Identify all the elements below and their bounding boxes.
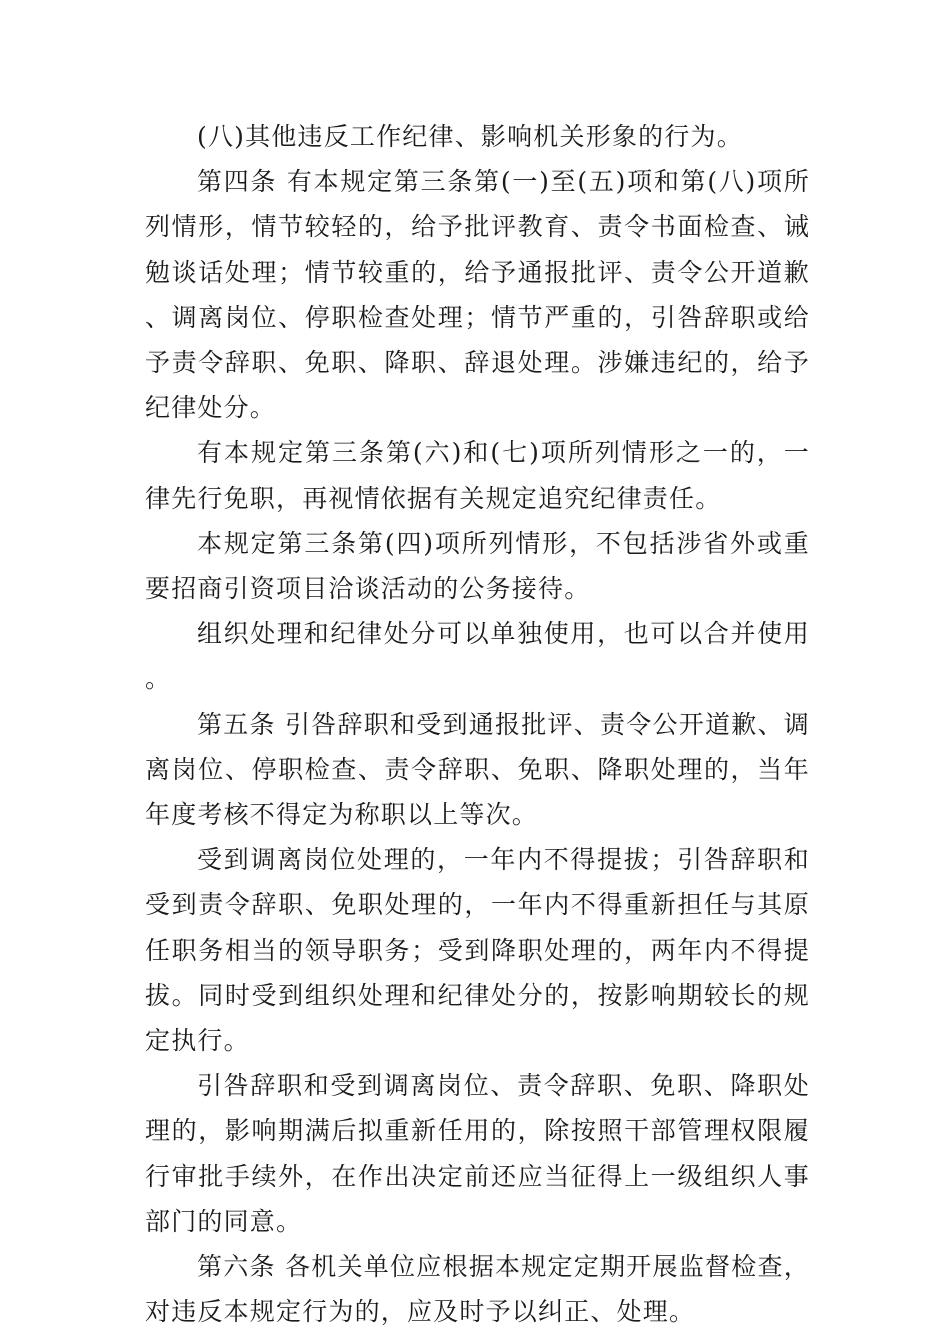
article-4-clause-2: 有本规定第三条第(六)和(七)项所列情形之一的，一律先行免职，再视情依据有关规定追究纪律责任。 xyxy=(145,438,810,513)
article-5-clause-2: 受到调离岗位处理的，一年内不得提拔；引咎辞职和受到责令辞职、免职处理的，一年内不得重新担任与其原任职务相当的领导职务；受到降职处理的，两年内不得提拔。同时受到组织处理和纪律处分的，按影响期较长的规定执行。 xyxy=(145,845,810,1056)
article-4-clause-3: 本规定第三条第(四)项所列情形，不包括涉省外或重要招商引资项目洽谈活动的公务接待。 xyxy=(145,528,810,604)
article-4-clause-4: 组织处理和纪律处分可以单独使用，也可以合并使用。 xyxy=(145,619,810,694)
article-5-paragraph: 第五条 引咎辞职和受到通报批评、责令公开道歉、调离岗位、停职检查、责令辞职、免职、降职处理的，当年年度考核不得定为称职以上等次。 xyxy=(145,709,810,830)
article-5-clause-3: 引咎辞职和受到调离岗位、责令辞职、免职、降职处理的，影响期满后拟重新任用的，除按照干部管理权限履行审批手续外，在作出决定前还应当征得上一级组织人事部门的同意。 xyxy=(145,1071,810,1236)
article-6-paragraph: 第六条 各机关单位应根据本规定定期开展监督检查，对违反本规定行为的，应及时予以纠正、处理。 xyxy=(145,1252,810,1327)
document-body xyxy=(145,114,810,1334)
article-4-paragraph: 第四条 有本规定第三条第(一)至(五)项和第(八)项所列情形，情节较轻的，给予批评教育、责令书面检查、诫勉谈话处理；情节较重的，给予通报批评、责令公开道歉、调离岗位、停职检查处理；情节严重的，引咎辞职或给予责令辞职、免职、降职、辞退处理。涉嫌违纪的，给予纪律处分。 xyxy=(145,167,810,423)
paragraph-item-8: (八)其他违反工作纪律、影响机关形象的行为。 xyxy=(197,122,743,151)
